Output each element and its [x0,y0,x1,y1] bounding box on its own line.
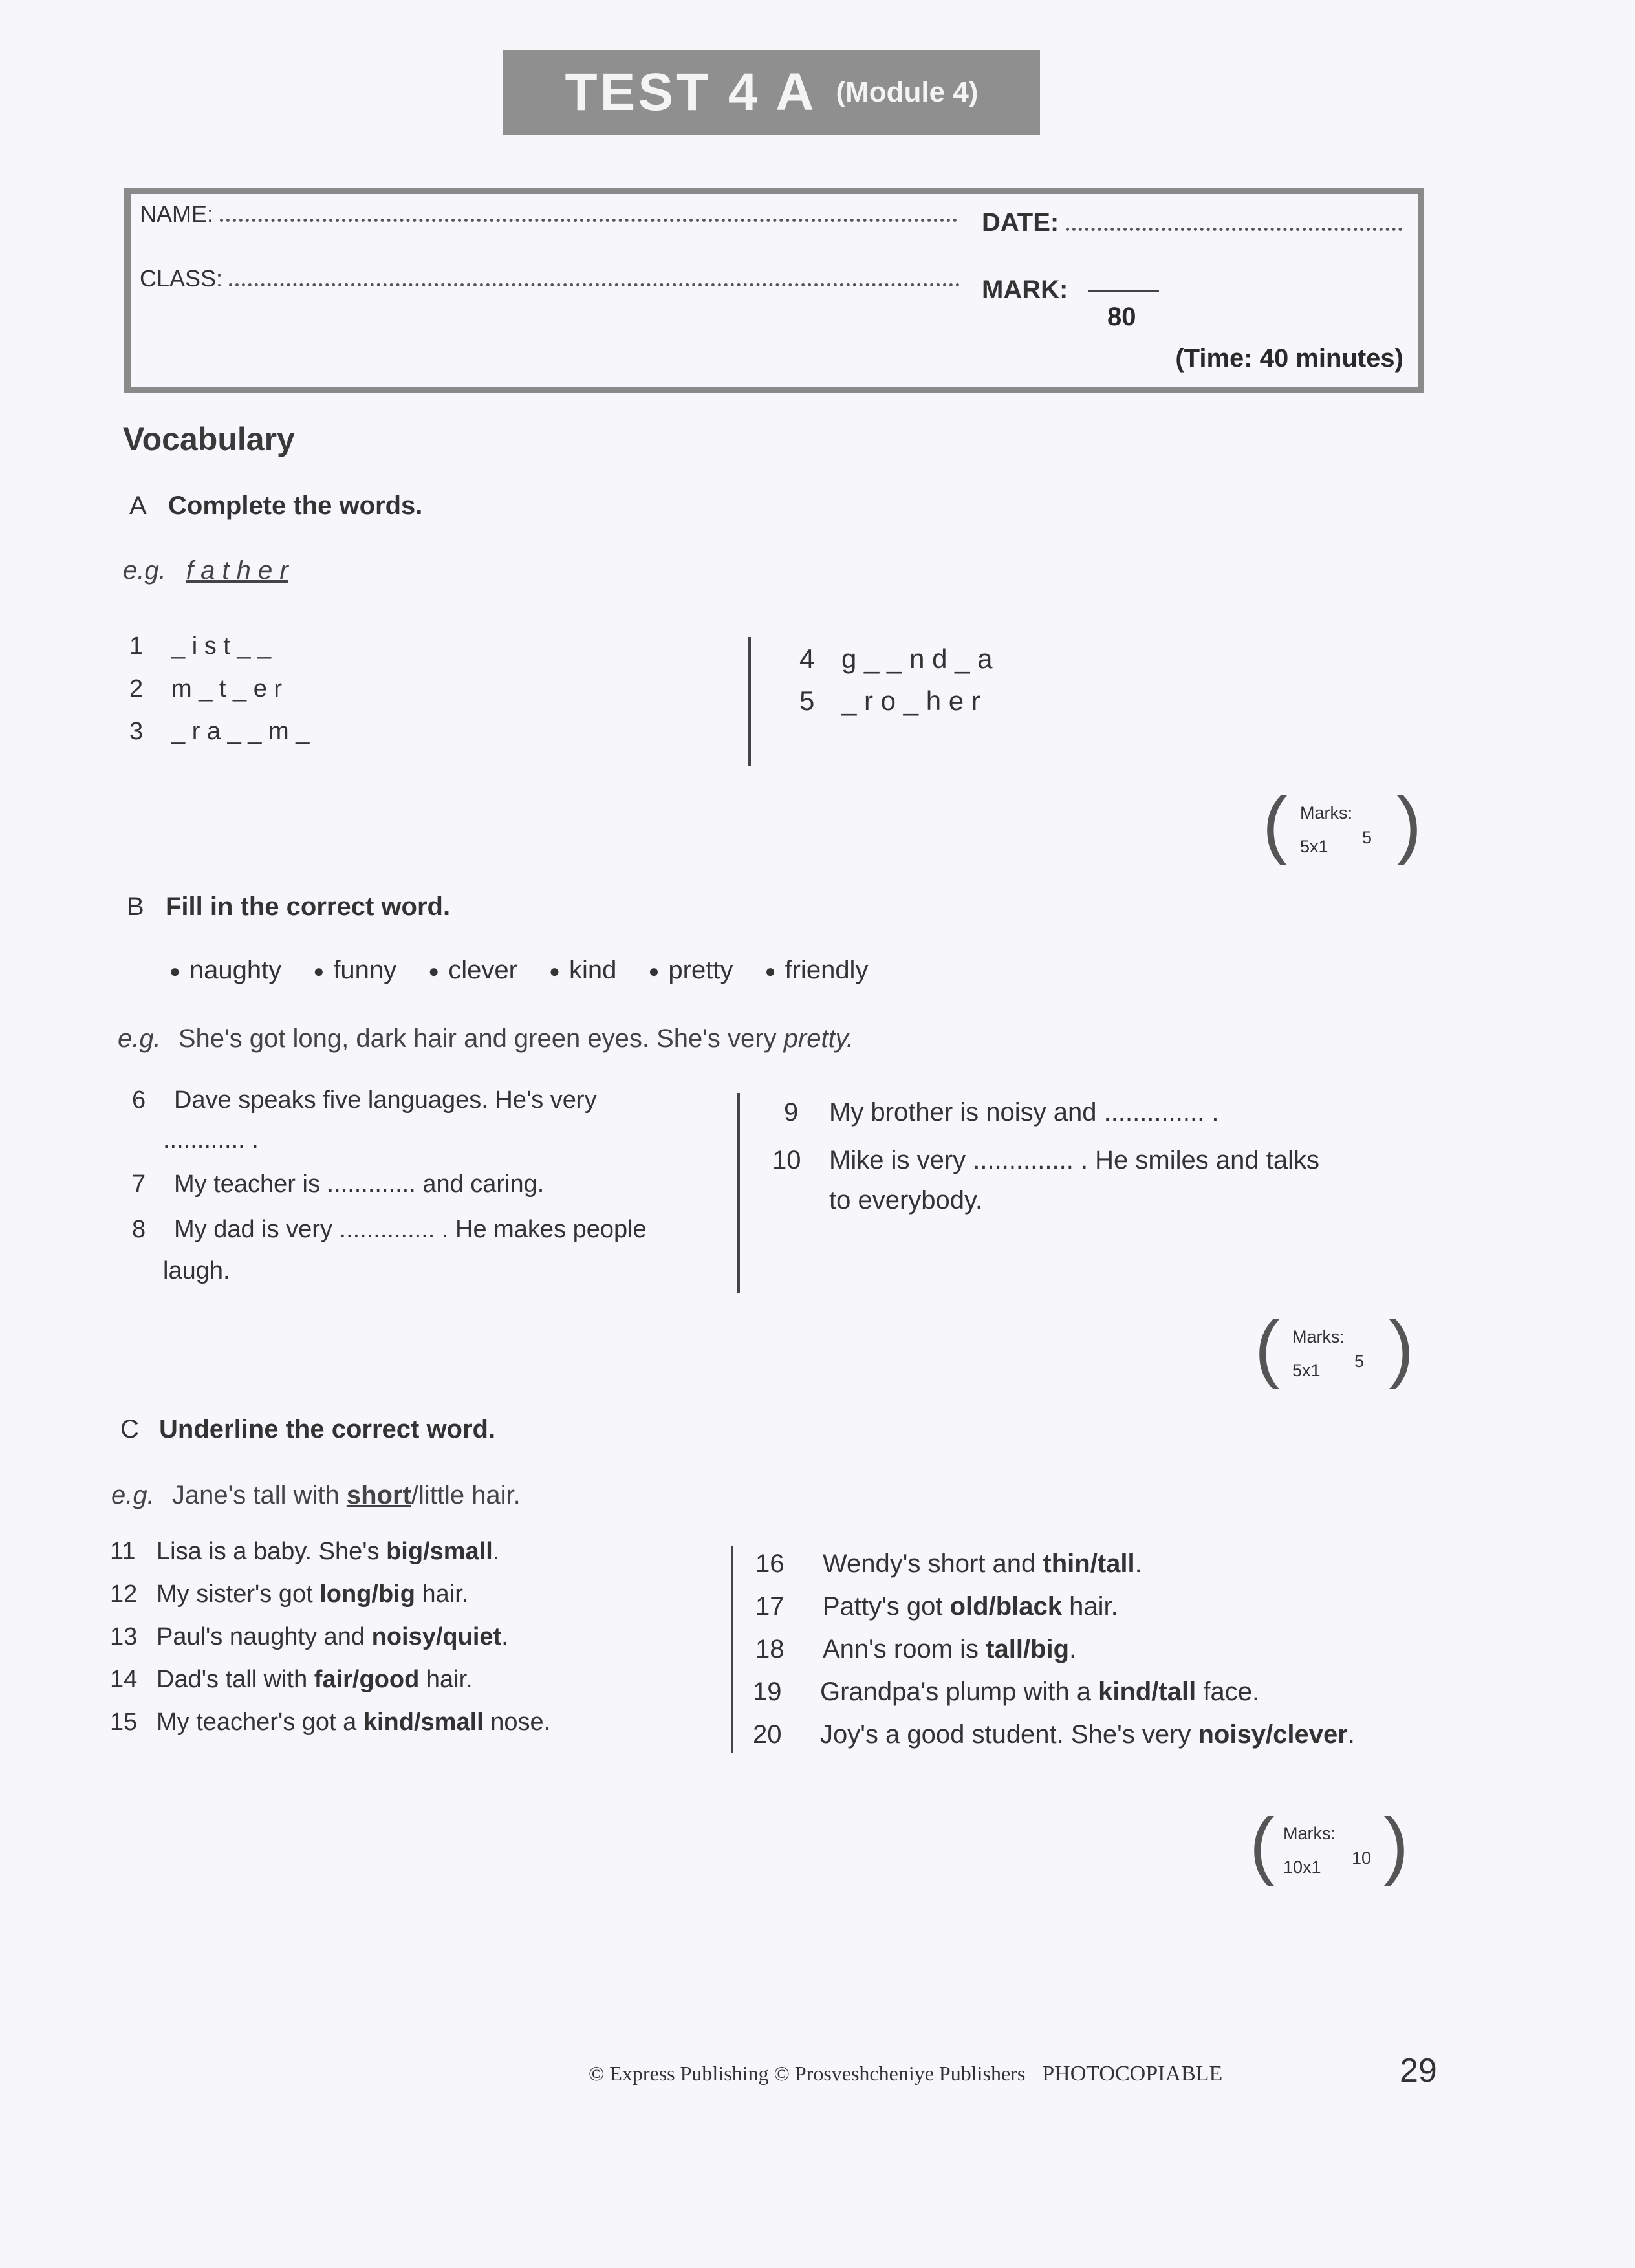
list-item-cont: ............ . [163,1127,259,1154]
mark-row [982,275,1159,305]
part-b-letter: B [127,892,144,921]
list-item: 17 Patty's got old/black hair. [755,1592,1118,1621]
list-item: 2 m _ t _ e r [129,675,283,702]
eg-label: e.g. [123,556,166,585]
list-item-cont: to everybody. [829,1186,983,1215]
mark-field[interactable] [1088,290,1159,292]
photocopiable-label: PHOTOCOPIABLE [1042,2062,1223,2086]
word-bank: ● naughty ● funny ● clever ● kind ● pretty ● friendly [169,956,869,984]
list-item: 16 Wendy's short and thin/tall. [755,1550,1142,1578]
list-item: 10 Mike is very .............. . He smiles and talks [772,1146,1319,1174]
part-a-instruction-text: Complete the words. [168,491,423,520]
list-item: 4 g _ _ n d _ a [799,643,993,674]
student-info-box [124,188,1424,393]
marks-box-a: ( ) Marks: 5x1 5 [1262,782,1422,866]
column-divider [748,637,751,766]
part-a-instruction [129,491,422,521]
part-b-instruction-text: Fill in the correct word. [166,892,451,921]
part-a-letter: A [129,491,147,520]
list-item: 5 _ r o _ h e r [799,686,980,716]
name-label: NAME: [140,200,214,227]
part-c-instruction-text: Underline the correct word. [159,1415,496,1443]
date-row [982,208,1402,237]
class-field[interactable] [229,278,960,286]
column-divider [731,1546,733,1753]
copyright-footer [589,2062,1222,2086]
name-field[interactable] [220,213,957,222]
list-item-cont: laugh. [163,1257,230,1284]
marks-box-c: ( ) Marks: 10x1 10 [1250,1802,1409,1886]
test-title: TEST 4 A [565,63,817,122]
list-item: 6 Dave speaks five languages. He's very [132,1086,597,1114]
part-b-example: e.g. She's got long, dark hair and green eyes. She's very pretty. [118,1024,854,1053]
list-item: 7 My teacher is ............. and caring. [132,1171,545,1198]
copyright-text: © Express Publishing © Prosveshcheniye Publishers [589,2062,1026,2085]
class-row [140,265,960,292]
list-item: 11 Lisa is a baby. She's big/small. [110,1538,500,1565]
list-item: 9 My brother is noisy and .............. . [784,1098,1219,1127]
name-row [140,200,957,228]
column-divider [737,1093,740,1293]
list-item: 1 _ i s t _ _ [129,632,272,660]
list-item: 3 _ r a _ _ m _ [129,718,310,745]
list-item: 13 Paul's naughty and noisy/quiet. [110,1623,508,1650]
part-a-example-word: f a t h e r [186,556,288,585]
date-label: DATE: [982,208,1059,237]
list-item: 8 My dad is very .............. . He makes people [132,1216,647,1243]
list-item: 15 My teacher's got a kind/small nose. [110,1709,551,1736]
list-item: 19 Grandpa's plump with a kind/tall face. [753,1678,1260,1706]
list-item: 20 Joy's a good student. She's very noisy/clever. [753,1720,1355,1749]
page-number: 29 [1400,2052,1437,2090]
test-module: (Module 4) [836,76,979,108]
part-c-example: e.g. Jane's tall with short/little hair. [111,1481,521,1509]
test-title-banner [503,50,1040,135]
marks-box-b: ( ) Marks: 5x1 5 [1255,1306,1414,1390]
time-limit: (Time: 40 minutes) [1175,344,1403,373]
mark-total: 80 [1107,303,1136,331]
part-c-instruction [120,1415,495,1444]
list-item: 18 Ann's room is tall/big. [755,1635,1077,1663]
date-field[interactable] [1066,222,1402,231]
part-b-instruction [127,892,450,922]
section-title: Vocabulary [123,421,295,457]
mark-label: MARK: [982,275,1068,304]
list-item: 14 Dad's tall with fair/good hair. [110,1666,473,1693]
part-c-letter: C [120,1415,139,1443]
part-a-example [123,556,288,585]
class-label: CLASS: [140,265,223,292]
list-item: 12 My sister's got long/big hair. [110,1581,469,1608]
